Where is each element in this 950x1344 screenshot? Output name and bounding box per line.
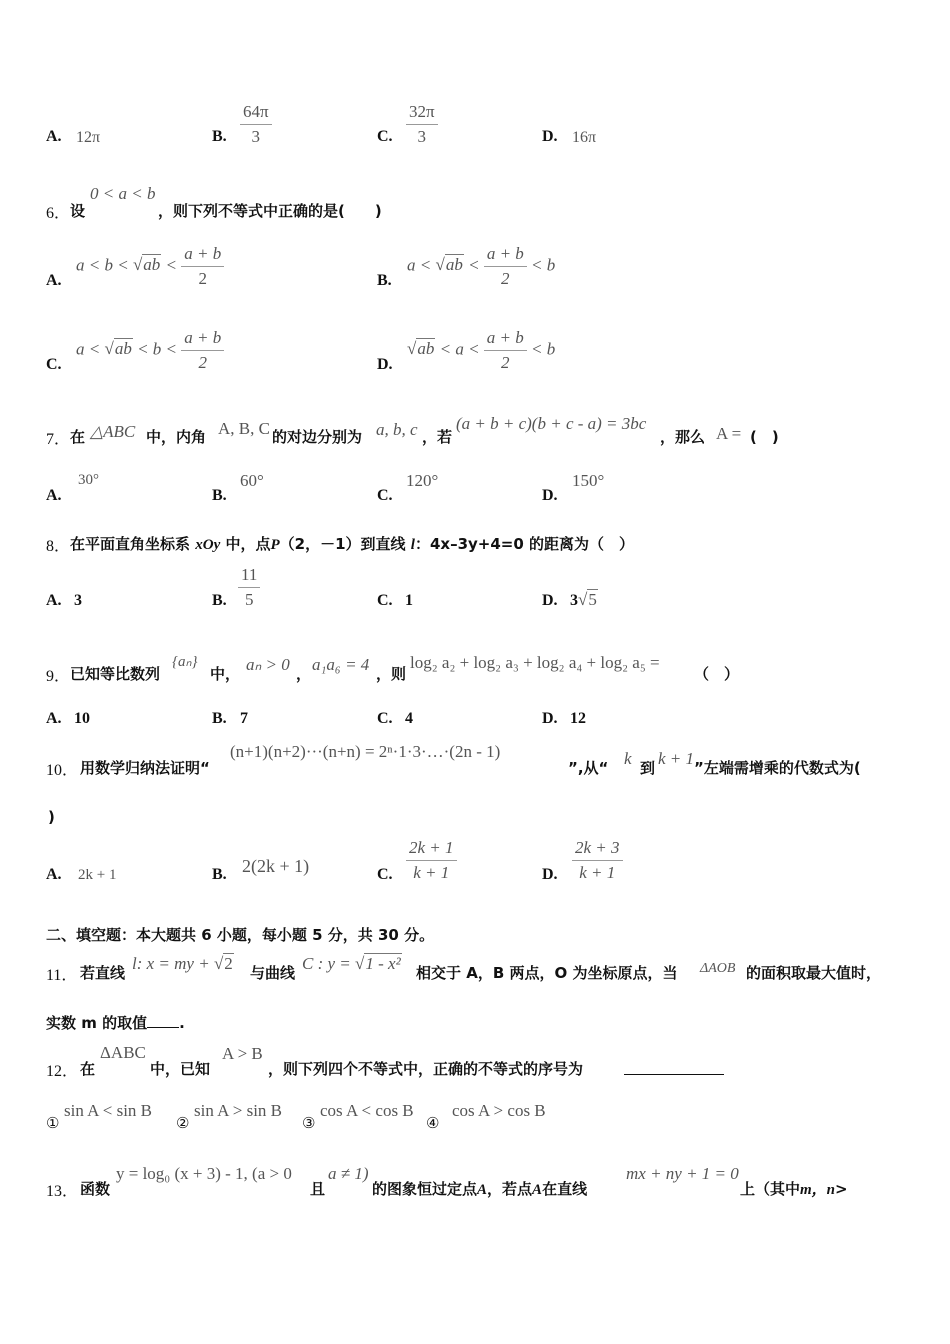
question-text: ，则 — [376, 665, 407, 683]
math-expression: 0 < a < b — [90, 184, 156, 203]
item-marker: ② — [176, 1116, 190, 1132]
question-text: 用数学归纳法证明“ — [80, 759, 210, 777]
option-label: D. — [542, 592, 558, 609]
option-value: 4 — [405, 710, 413, 727]
math-expression: aₙ > 0 — [246, 655, 290, 674]
question-number: 13． — [46, 1183, 79, 1200]
question-text: 相交于 A，B 两点，O 为坐标原点，当 — [416, 964, 678, 982]
question-text: 的图象恒过定点A，若点A在直线 — [372, 1180, 588, 1198]
item-marker: ① — [46, 1116, 60, 1132]
option-label: D. — [377, 356, 393, 373]
option-value: 12 — [570, 710, 586, 727]
question-text: 的面积取最大值时， — [746, 964, 882, 982]
option-label: D. — [542, 128, 558, 145]
question-number: 12． — [46, 1063, 79, 1080]
option-label: B. — [212, 487, 227, 504]
option-label: C. — [377, 710, 393, 727]
item-expression: sin A > sin B — [194, 1101, 283, 1120]
option-label: B. — [212, 710, 227, 727]
option-expression: a < b < √ab < $\frac{a + b}{2}$ — [76, 244, 224, 289]
math-expression: A > B — [222, 1044, 263, 1063]
math-expression: l: x = my + √2 — [132, 954, 233, 973]
question-text: 中，内角 — [146, 428, 207, 446]
option-label: B. — [212, 866, 227, 883]
option-label: B. — [212, 128, 227, 145]
option-fraction: $\frac{2k + 1}{k + 1}$ — [406, 838, 457, 883]
option-value: 120° — [406, 471, 439, 490]
question-text: （ ） — [694, 665, 740, 683]
question-text: 与曲线 — [250, 964, 296, 982]
math-expression: y = log₀ (x + 3) - 1, (a > 0 — [116, 1164, 292, 1183]
option-label: A. — [46, 487, 62, 504]
option-value: 2k + 1 — [78, 867, 117, 883]
math-expression: {aₙ} — [172, 654, 198, 670]
question-text: 若直线 — [80, 964, 126, 982]
option-label: B. — [377, 272, 392, 289]
option-value: 7 — [240, 710, 248, 727]
option-value: 10 — [74, 710, 90, 727]
math-expression: △ABC — [90, 422, 136, 441]
question-text: ( ) — [750, 428, 779, 446]
math-expression: ΔABC — [100, 1043, 146, 1062]
item-marker: ④ — [426, 1116, 440, 1132]
question-text: 到 — [640, 759, 656, 777]
option-label: A. — [46, 710, 62, 727]
math-expression: A, B, C — [218, 419, 270, 438]
option-label: D. — [542, 487, 558, 504]
option-label: B. — [212, 592, 227, 609]
math-expression: a₁a₆ = 4 — [312, 655, 370, 674]
question-number: 11． — [46, 967, 78, 984]
question-text: 中， — [210, 665, 241, 683]
question-text: 设 — [70, 202, 86, 220]
question-text: 的对边分别为 — [272, 428, 363, 446]
option-value: 3√5 — [570, 590, 597, 609]
option-expression: a < √ab < $\frac{a + b}{2}$ < b — [407, 244, 556, 288]
item-expression: cos A < cos B — [320, 1101, 414, 1120]
option-fraction: $\frac{2k + 3}{k + 1}$ — [572, 838, 623, 883]
question-text: 中，已知 — [150, 1060, 211, 1078]
math-expression: C : y = √1 - x² — [302, 954, 401, 973]
question-text: 上（其中m，n> — [740, 1180, 848, 1198]
option-label: C. — [377, 487, 393, 504]
option-value: 12π — [76, 129, 101, 146]
option-value: 1 — [405, 592, 413, 609]
math-expression: a, b, c — [376, 420, 418, 439]
option-label: A. — [46, 128, 62, 145]
option-expression: √ab < a < $\frac{a + b}{2}$ < b — [407, 328, 556, 372]
section-title: 二、填空题：本大题共 6 小题，每小题 5 分，共 30 分。 — [46, 926, 435, 944]
question-text: 实数 m 的取值 . — [46, 1014, 185, 1032]
question-text: ，若 — [422, 428, 453, 446]
math-expression: k — [624, 749, 632, 768]
option-label: D. — [542, 866, 558, 883]
question-text: 函数 — [80, 1180, 111, 1198]
math-expression: k + 1 — [658, 749, 695, 768]
option-label: D. — [542, 710, 558, 727]
math-expression: mx + ny + 1 = 0 — [626, 1164, 739, 1183]
option-value: 16π — [572, 129, 597, 146]
math-expression: ΔAOB — [700, 961, 736, 976]
question-text: 在 — [70, 428, 86, 446]
math-expression: (a + b + c)(b + c - a) = 3bc — [456, 414, 647, 433]
option-label: A. — [46, 866, 62, 883]
question-text: ”,从“ — [568, 759, 609, 777]
question-text: ， — [296, 665, 312, 683]
option-label: C. — [46, 356, 62, 373]
question-text: ，则下列不等式中正确的是( ) — [158, 202, 382, 220]
item-expression: sin A < sin B — [64, 1101, 153, 1120]
math-expression: A = — [716, 424, 742, 443]
question-number: 7． — [46, 431, 71, 448]
option-value: 3 — [74, 592, 82, 609]
question-text: ) — [48, 808, 55, 826]
option-label: C. — [377, 866, 393, 883]
option-label: A. — [46, 592, 62, 609]
question-number: 10． — [46, 762, 79, 779]
option-fraction: $\frac{11}{5}$ — [238, 565, 260, 610]
answer-blank[interactable] — [624, 1056, 724, 1075]
question-number: 9． — [46, 668, 71, 685]
question-text: 在 — [80, 1060, 96, 1078]
question-text: ，那么 — [660, 428, 706, 446]
option-fraction: $\frac{64\pi}{3}$ — [240, 102, 272, 147]
question-text: ，则下列四个不等式中，正确的不等式的序号为 — [268, 1060, 584, 1078]
option-value: 150° — [572, 471, 605, 490]
option-label: C. — [377, 128, 393, 145]
math-expression: a ≠ 1) — [328, 1164, 369, 1183]
item-expression: cos A > cos B — [452, 1101, 546, 1120]
math-expression: log₂ a₂ + log₂ a₃ + log₂ a₄ + log₂ a₅ = — [410, 653, 660, 672]
question-text: 已知等比数列 — [70, 665, 161, 683]
option-value: 60° — [240, 471, 264, 490]
question-text: 且 — [310, 1180, 326, 1198]
question-text: 在平面直角坐标系 xOy 中，点P（2，－1）到直线 l：4x–3y+4=0 的距离为（ ） — [70, 535, 635, 553]
option-fraction: $\frac{32\pi}{3}$ — [406, 102, 438, 147]
math-expression: (n+1)(n+2)···(n+n) = 2ⁿ·1·3·…·(2n - 1) — [230, 742, 501, 761]
option-expression: a < √ab < b < $\frac{a + b}{2}$ — [76, 328, 224, 373]
question-text: ”左端需增乘的代数式为( — [694, 759, 861, 777]
question-number: 8． — [46, 538, 71, 555]
option-label: C. — [377, 592, 393, 609]
option-label: A. — [46, 272, 62, 289]
option-value: 30° — [78, 472, 99, 488]
item-marker: ③ — [302, 1116, 316, 1132]
question-number: 6． — [46, 205, 71, 222]
option-value: 2(2k + 1) — [242, 856, 310, 876]
